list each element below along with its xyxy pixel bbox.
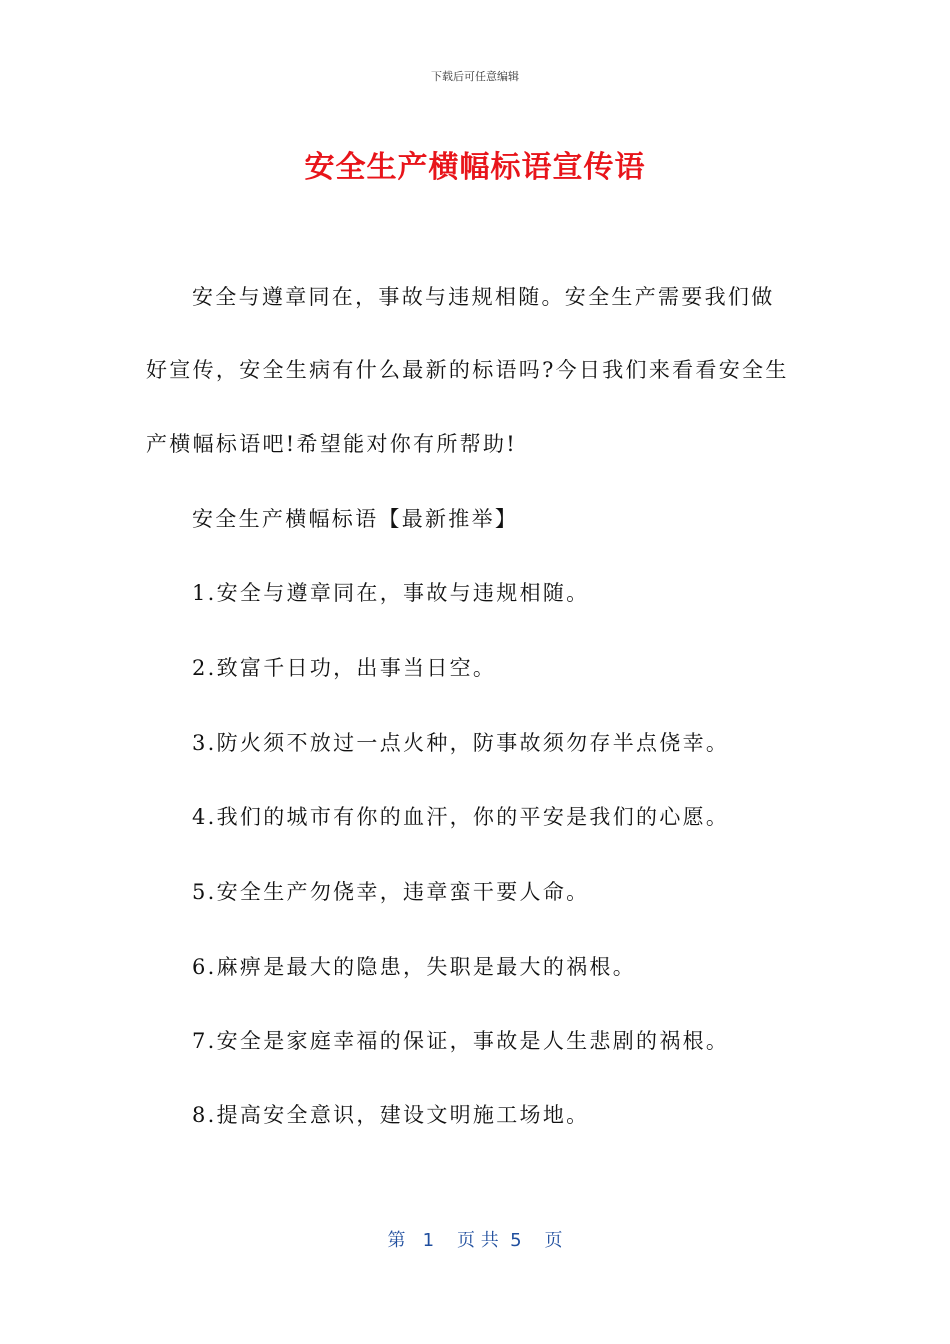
slogan-item: 7.安全是家庭幸福的保证，事故是人生悲剧的祸根。 — [192, 1029, 730, 1053]
intro-line-1: 安全与遵章同在，事故与违规相随。安全生产需要我们做 — [192, 285, 775, 309]
slogan-item: 5.安全生产勿侥幸，违章蛮干要人命。 — [192, 880, 590, 904]
slogan-item: 8.提高安全意识，建设文明施工场地。 — [192, 1103, 590, 1127]
slogan-item: 1.安全与遵章同在，事故与违规相随。 — [192, 581, 590, 605]
document-title: 安全生产横幅标语宣传语 — [304, 150, 646, 185]
header-note: 下载后可任意编辑 — [431, 70, 519, 83]
page-footer: 第 1 页 共 5 页 — [387, 1230, 563, 1251]
intro-line-2: 好宣传，安全生病有什么最新的标语吗?今日我们来看看安全生 — [146, 358, 789, 382]
slogan-item: 6.麻痹是最大的隐患，失职是最大的祸根。 — [192, 955, 637, 979]
section-heading: 安全生产横幅标语【最新推举】 — [192, 507, 519, 531]
slogan-item: 3.防火须不放过一点火种，防事故须勿存半点侥幸。 — [192, 731, 730, 755]
slogan-item: 2.致富千日功，出事当日空。 — [192, 656, 497, 680]
intro-line-3: 产横幅标语吧!希望能对你有所帮助! — [146, 432, 517, 456]
slogan-item: 4.我们的城市有你的血汗，你的平安是我们的心愿。 — [192, 805, 730, 829]
